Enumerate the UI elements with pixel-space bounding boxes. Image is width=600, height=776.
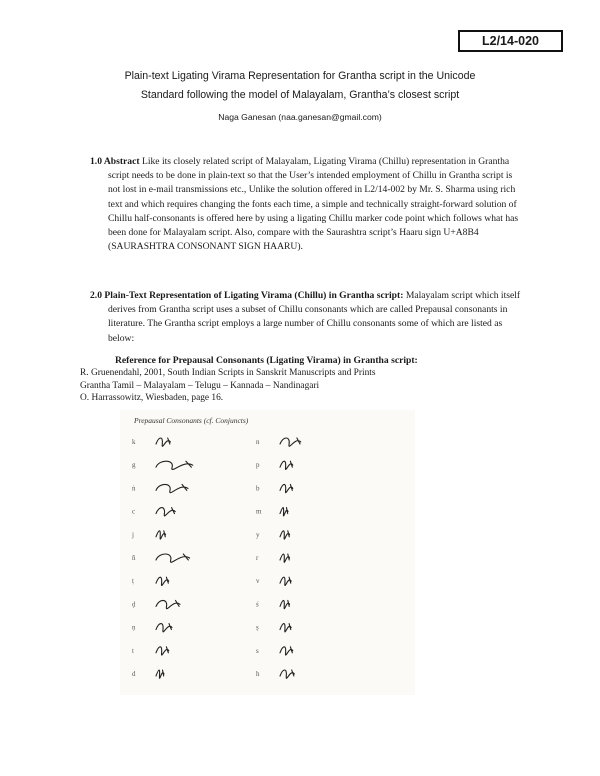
page-title	[40, 67, 560, 105]
left-label: ḍ	[132, 600, 136, 609]
right-label: y	[256, 530, 260, 539]
reference-heading: Reference for Prepausal Consonants (Ligating Virama) in Grantha script:	[115, 355, 418, 366]
prepausal-glyph	[280, 508, 288, 516]
prepausal-glyph	[156, 554, 190, 562]
left-label: k	[132, 438, 136, 446]
prepausal-glyph	[280, 670, 294, 678]
right-label: ṣ	[256, 623, 259, 632]
prepausal-glyph	[156, 624, 172, 632]
left-label: g	[132, 461, 136, 470]
prepausal-glyph	[156, 484, 188, 492]
prepausal-glyph	[280, 461, 293, 469]
prepausal-glyph	[156, 647, 169, 655]
prepausal-glyph	[156, 531, 166, 539]
left-label: ṭ	[132, 577, 134, 586]
prepausal-glyph	[156, 577, 169, 585]
prepausal-glyph	[280, 577, 291, 585]
right-label: h	[256, 670, 260, 678]
left-label: ñ	[132, 554, 136, 562]
left-label: ṇ	[132, 623, 136, 632]
prepausal-glyph	[156, 438, 170, 446]
glyph-table	[120, 410, 415, 695]
reference-line: Grantha Tamil – Malayalam – Telugu – Kannada – Nandinagari	[80, 380, 320, 391]
reference-line: O. Harrassowitz, Wiesbaden, page 16.	[80, 393, 224, 404]
left-label: ṅ	[132, 484, 136, 493]
prepausal-glyph	[156, 508, 175, 516]
prepausal-glyph	[156, 461, 193, 469]
section-body: Like its closely related script of Malayalam, Ligating Virama (Chillu) representation in Grantha script needs to be done in plain-text so that the User’s intended employment of Chillu in Grantha script is not lost in e-mail transmissions etc., Unlike the solution offered in L2/14-002 by Mr. S. Sharma using rich text and which requires changing the fonts each time, a simple and technically straight-forward solution of Chillu half-consonants is offered here by using a ligating Chillu marker code point which follows what has been done for Malayalam script. Also, compare with the Saurashtra script’s Haaru sign U+A8B4 (SAURASHTRA CONSONANT SIGN HAARU).	[108, 156, 519, 253]
section-number: 1.0 Abstract	[90, 156, 140, 167]
section-number: 2.0 Plain-Text Representation of Ligating Virama (Chillu) in Grantha script:	[90, 290, 404, 301]
right-label: ś	[256, 600, 259, 609]
reference-list	[80, 367, 540, 405]
right-label: m	[256, 507, 262, 516]
right-label: s	[256, 646, 259, 655]
table-title: Prepausal Consonants (cf. Conjuncts)	[134, 416, 249, 425]
author: Naga Ganesan (naa.ganesan@gmail.com)	[218, 112, 382, 122]
right-label: r	[256, 554, 259, 562]
left-label: d	[132, 670, 136, 678]
prepausal-glyph	[280, 600, 290, 608]
section-plain-text	[90, 289, 522, 346]
prepausal-glyph	[280, 531, 290, 539]
prepausal-glyph	[280, 647, 293, 655]
right-label: n	[256, 438, 260, 446]
section-body: Malayalam script which itself derives from Grantha script uses a subset of Chillu consonants which are called Prepausal consonants in literature. The Grantha script employs a large number of Chillu consonants some of which are listed as below:	[108, 290, 521, 344]
prepausal-glyph	[280, 624, 291, 632]
title-line-2: Standard following the model of Malayalam, Grantha’s closest script	[140, 89, 460, 101]
document-number: L2/14-020	[458, 30, 563, 52]
left-label: c	[132, 507, 136, 516]
prepausal-glyph	[280, 554, 290, 562]
prepausal-glyph	[156, 670, 164, 678]
prepausal-consonant-table-image	[120, 410, 415, 695]
right-label: v	[256, 577, 260, 586]
title-line-1: Plain-text Ligating Virama Representation for Grantha script in the Unicode	[124, 70, 476, 82]
left-label: t	[132, 646, 134, 655]
left-label: j	[132, 530, 134, 539]
section-abstract	[90, 155, 522, 254]
prepausal-glyph	[156, 600, 180, 608]
reference-line: R. Gruenendahl, 2001, South Indian Scripts in Sanskrit Manuscripts and Prints	[80, 368, 376, 378]
right-label: p	[256, 461, 260, 470]
prepausal-glyph	[280, 438, 301, 446]
right-label: b	[256, 484, 260, 493]
prepausal-glyph	[280, 484, 293, 492]
